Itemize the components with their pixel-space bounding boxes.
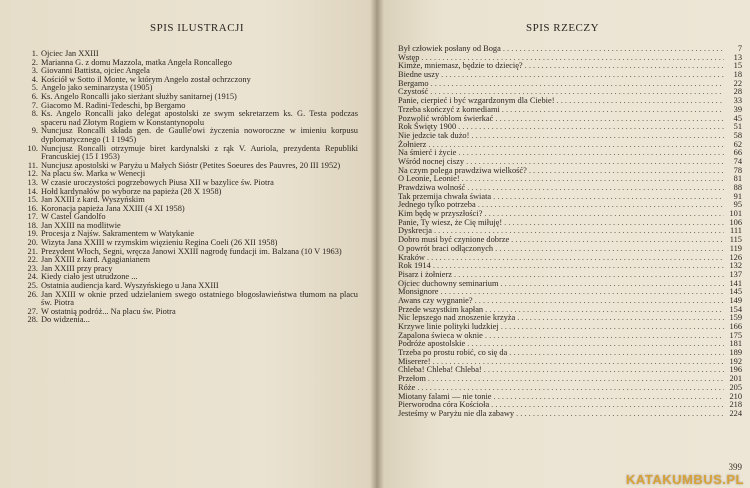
leader-dots <box>511 236 724 245</box>
leader-dots <box>516 410 724 419</box>
leader-dots <box>467 184 724 193</box>
contents-entry-title: Kraków <box>398 252 425 262</box>
contents-entry-page: 115 <box>729 235 742 245</box>
leader-dots <box>485 306 724 315</box>
illustration-number: 9. <box>31 126 38 136</box>
contents-entry-page: 132 <box>729 261 742 271</box>
contents-entry-title: Prawdziwa wolność <box>398 183 466 192</box>
contents-entry-page: 201 <box>729 374 742 384</box>
contents-entry-page: 22 <box>733 78 742 88</box>
contents-entry-title: Żołnierz <box>398 139 427 149</box>
illustration-number: 28. <box>27 315 38 325</box>
illustration-item <box>18 145 358 162</box>
illustration-number: 13. <box>27 177 38 187</box>
illustration-number: 2. <box>31 57 38 67</box>
contents-entry-title: Pozwolić wróblom świerkać <box>398 113 494 123</box>
illustration-number: 11. <box>27 160 38 170</box>
illustration-number: 1. <box>31 49 38 58</box>
leader-dots <box>458 149 724 158</box>
illustration-caption: Ojciec Jan XXIII <box>41 49 99 58</box>
illustration-caption: Wizyta Jana XXIII w rzymskim więzieniu Regina Coeli (26 XII 1958) <box>41 238 278 248</box>
contents-entry <box>398 132 742 141</box>
illustration-number: 24. <box>27 272 38 282</box>
contents-entry-title: Dobro musi być czynione dobrze <box>398 235 510 245</box>
contents-entry-title: Pierworodna córa Kościoła <box>398 400 490 410</box>
contents-entry-title: Bergamo <box>398 78 429 88</box>
contents-entry-page: 224 <box>729 408 742 418</box>
contents-entry-page: 149 <box>729 295 742 305</box>
contents-entry-title: Nic lepszego nad znoszenie krzyża <box>398 313 516 323</box>
illustration-number: 21. <box>27 246 38 256</box>
leader-dots <box>433 262 724 271</box>
contents-entry-page: 126 <box>729 252 742 262</box>
contents-entry <box>398 219 742 228</box>
contents-entry-title: Rok 1914 <box>398 261 431 271</box>
contents-entry-page: 66 <box>733 148 742 158</box>
contents-entry-title: O powrót braci odłączonych <box>398 243 494 253</box>
contents-title: SPIS RZECZY <box>526 22 600 34</box>
leader-dots <box>557 97 724 106</box>
contents-entry-title: Tak przemija chwała świata <box>398 191 492 201</box>
leader-dots <box>485 332 724 341</box>
illustration-caption: Nuncjusz Roncalli otrzymuje biret kardynalski z rąk V. Auriola, prezydenta Republiki Francuskiej (15 I 1953) <box>41 143 358 162</box>
contents-entry-title: Podróże apostolskie <box>398 339 466 349</box>
leader-dots <box>502 106 724 115</box>
illustration-caption: W czasie uroczystości pogrzebowych Piusa XII w bazylice św. Piotra <box>41 177 274 187</box>
illustration-caption: Ostatnia audiencja kard. Wyszyńskiego u Jana XXIII <box>41 281 219 291</box>
leader-dots <box>504 219 724 228</box>
illustration-caption: Procesja z Najśw. Sakramentem w Watykanie <box>41 229 195 239</box>
illustration-number: 8. <box>31 109 38 119</box>
illustration-number: 16. <box>27 203 38 213</box>
illustration-caption: Nuncjusz apostolski w Paryżu u Małych Sióstr (Petites Soeures des Pauvres, 20 III 1952) <box>41 160 341 170</box>
contents-entry-title: Chleba! Chleba! Chleba! <box>398 365 482 375</box>
leader-dots <box>475 297 724 306</box>
leader-dots <box>478 201 724 210</box>
leader-dots <box>494 393 725 402</box>
contents-entry-page: 111 <box>730 226 742 236</box>
illustration-number: 10. <box>27 143 38 153</box>
contents-entry-page: 106 <box>729 217 742 227</box>
contents-entry-page: 189 <box>729 348 742 358</box>
illustration-caption: Do widzenia... <box>41 315 90 325</box>
contents-entry-title: Biedne uszy <box>398 70 440 80</box>
illustration-number: 23. <box>27 263 38 273</box>
contents-entry-title: Czystość <box>398 87 429 97</box>
contents-entry-title: Panie, cierpieć i być wzgardzonym dla Ciebie! <box>398 96 555 106</box>
illustration-number: 12. <box>27 169 38 179</box>
contents-entry-title: Wśród nocnej ciszy <box>398 156 465 166</box>
illustrations-list <box>18 50 358 325</box>
contents-entry-page: 74 <box>733 156 742 166</box>
contents-entry-page: 141 <box>729 278 742 288</box>
contents-entry-page: 137 <box>729 269 742 279</box>
leader-dots <box>484 366 724 375</box>
illustration-caption: Ks. Angelo Roncalli jako sierżant służby sanitarnej (1915) <box>41 91 237 101</box>
contents-entry-page: 39 <box>733 104 742 114</box>
illustration-caption: Na placu św. Marka w Wenecji <box>41 169 146 179</box>
contents-entry-page: 33 <box>733 96 742 106</box>
contents-entry-title: Na czym polega prawdziwa wielkość? <box>398 165 527 175</box>
right-page <box>376 0 750 488</box>
illustration-number: 7. <box>31 100 38 110</box>
contents-entry-title: Wstęp <box>398 52 420 62</box>
illustration-caption: Jan XXIII na modlitwie <box>41 220 121 230</box>
illustration-number: 26. <box>27 289 38 299</box>
illustration-caption: Jan XXIII przy pracy <box>41 263 113 273</box>
leader-dots <box>495 115 724 124</box>
illustration-number: 6. <box>31 91 38 101</box>
contents-entry-page: 91 <box>733 191 742 201</box>
leader-dots <box>428 375 724 384</box>
contents-entry-page: 28 <box>733 87 742 97</box>
contents-entry-page: 45 <box>733 113 742 123</box>
contents-entry-title: O Leonie, Leonie! <box>398 174 460 184</box>
contents-entry-page: 101 <box>729 209 742 219</box>
contents-entry-page: 88 <box>733 183 742 192</box>
contents-entry <box>398 45 742 54</box>
leader-dots <box>501 323 724 332</box>
illustration-item <box>18 316 358 325</box>
contents-entry-page: 78 <box>733 165 742 175</box>
illustration-caption: Prezydent Włoch, Segni, wręcza Janowi XXIII nagrodę fundacji im. Balzana (10 V 1963) <box>41 246 342 256</box>
contents-entry-title: Jesteśmy w Paryżu nie dla zabawy <box>398 408 515 418</box>
leader-dots <box>471 132 724 141</box>
illustration-caption: Giovanni Battista, ojciec Angela <box>41 66 150 76</box>
illustration-number: 14. <box>27 186 38 196</box>
leader-dots <box>491 401 724 410</box>
contents-entry-page: 119 <box>729 243 742 253</box>
contents-entry-title: Rok Święty 1900 <box>398 122 457 132</box>
leader-dots <box>462 175 724 184</box>
leader-dots <box>493 193 724 202</box>
illustration-item <box>18 291 358 308</box>
illustration-caption: Giacomo M. Radini-Tedeschi, bp Bergamo <box>41 100 186 110</box>
contents-entry-page: 95 <box>733 200 742 210</box>
contents-entry-page: 62 <box>733 139 742 149</box>
illustration-caption: W Castel Gandolfo <box>41 212 106 222</box>
contents-entry-page: 192 <box>729 356 742 366</box>
illustration-caption: W ostatnią podróż... Na placu św. Piotra <box>41 306 176 316</box>
contents-entry-title: Na śmierć i życie <box>398 148 457 158</box>
contents-entry-title: Nie jedzcie tak dużo! <box>398 130 470 140</box>
illustration-number: 22. <box>27 255 38 265</box>
page-number: 399 <box>728 462 742 472</box>
contents-entry-title: Kim będę w przyszłości? <box>398 209 483 219</box>
illustration-number: 15. <box>27 195 38 205</box>
contents-entry-title: Monsignore <box>398 287 439 297</box>
illustration-caption: Marianna G. z domu Mazzola, matka Angela Roncallego <box>41 57 232 67</box>
illustration-number: 18. <box>27 220 38 230</box>
contents-entry-title: Trzeba po prostu robić, co się da <box>398 348 508 358</box>
contents-entry-page: 166 <box>729 322 742 331</box>
contents-entry-page: 15 <box>733 61 742 71</box>
contents-entry-page: 181 <box>729 339 742 349</box>
leader-dots <box>495 245 724 254</box>
contents-entry-title: Awans czy wygnanie? <box>398 295 473 305</box>
illustration-item <box>18 110 358 127</box>
leader-dots <box>427 254 724 263</box>
illustration-caption: Nuncjusz Roncalli składa gen. de Gaulle'owi życzenia noworoczne w imieniu korpusu dyplomatycznego (1 I 1945) <box>41 126 358 144</box>
contents-entry <box>398 366 742 375</box>
illustration-caption: Koronacja papieża Jana XXIII (4 XI 1958) <box>41 203 185 213</box>
illustration-caption: Ks. Angelo Roncalli jako delegat apostolski ze swym sekretarzem ks. G. Testa podczas spaceru nad Złotym Rogiem w Konstantynopolu <box>41 109 358 127</box>
contents-entry-title: Przede wszystkim kapłan <box>398 304 484 314</box>
illustration-caption: Kiedy ciało jest utrudzone ... <box>41 272 138 282</box>
illustration-number: 20. <box>27 238 38 248</box>
contents-entry <box>398 254 742 263</box>
leader-dots <box>458 123 724 132</box>
contents-entry-title: Był człowiek posłany od Boga <box>398 44 501 53</box>
contents-entry <box>398 349 742 358</box>
contents-entry-page: 58 <box>733 130 742 140</box>
contents-entry-page: 18 <box>733 70 742 80</box>
contents-entry-title: Trzeba skończyć z komediami <box>398 104 500 114</box>
contents-entry-title: Miserere! <box>398 356 431 366</box>
contents-entry-page: 81 <box>733 174 742 184</box>
contents-entry-page: 51 <box>733 122 742 132</box>
illustration-number: 19. <box>27 229 38 239</box>
illustration-caption: Hołd kardynałów po wyborze na papieża (28 X 1958) <box>41 186 222 196</box>
contents-entry-title: Kimże, mniemasz, będzie to dziecię? <box>398 61 523 71</box>
illustration-item <box>18 127 358 144</box>
leader-dots <box>441 71 724 80</box>
leader-dots <box>440 288 724 297</box>
leader-dots <box>517 314 724 323</box>
contents-entry-page: 175 <box>729 330 742 340</box>
contents-entry <box>398 62 742 71</box>
leader-dots <box>484 210 724 219</box>
leader-dots <box>500 280 724 289</box>
illustration-caption: Kościół w Sotto il Monte, w którym Angelo został ochrzczony <box>41 74 251 84</box>
contents-entry-title: Jednego tylko potrzeba <box>398 200 476 210</box>
contents-entry-title: Dyskrecja <box>398 226 432 236</box>
illustration-number: 25. <box>27 281 38 291</box>
leader-dots <box>503 45 724 54</box>
contents-entry-page: 205 <box>729 382 742 392</box>
illustration-number: 3. <box>31 66 38 76</box>
leader-dots <box>431 80 724 89</box>
contents-entry-page: 7 <box>737 44 742 53</box>
leader-dots <box>509 349 724 358</box>
leader-dots <box>529 167 724 176</box>
contents-entry-page: 218 <box>729 400 742 410</box>
illustration-caption: Jan XXIII z kard. Agagianianem <box>41 255 151 265</box>
contents-entry <box>398 245 742 254</box>
illustration-caption: Angelo jako seminarzysta (1905) <box>41 83 153 93</box>
contents-list <box>398 45 742 419</box>
contents-entry-title: Miotany falami — nie tonie <box>398 391 492 401</box>
contents-entry <box>398 410 742 419</box>
contents-entry-page: 210 <box>729 391 742 401</box>
contents-entry-page: 159 <box>729 313 742 323</box>
leader-dots <box>525 62 724 71</box>
illustration-number: 17. <box>27 212 38 222</box>
illustration-caption: Jan XXIII w oknie przed udzielaniem swego ostatniego błogosławieństwa tłumom na placu św. Piotra <box>41 289 358 308</box>
contents-entry-title: Panie, Ty wiesz, że Cię miłuję! <box>398 217 503 227</box>
contents-entry-page: 154 <box>729 304 742 314</box>
illustration-number: 5. <box>31 83 38 93</box>
contents-entry <box>398 280 742 289</box>
book-gutter <box>370 0 384 488</box>
contents-entry-title: Róże <box>398 382 416 392</box>
illustration-caption: Jan XXIII z kard. Wyszyńskim <box>41 195 145 205</box>
contents-entry-page: 13 <box>733 52 742 62</box>
illustrations-title: SPIS ILUSTRACJI <box>150 22 244 34</box>
leader-dots <box>428 141 724 150</box>
contents-entry <box>398 375 742 384</box>
contents-entry-title: Zapalona świeca w oknie <box>398 330 483 340</box>
contents-entry-title: Przełom <box>398 374 426 384</box>
contents-entry-page: 196 <box>729 365 742 375</box>
contents-entry-title: Pisarz i żołnierz <box>398 269 452 279</box>
illustration-number: 4. <box>31 74 38 84</box>
contents-entry-title: Krzywe linie polityki ludzkiej <box>398 322 499 331</box>
contents-entry <box>398 71 742 80</box>
contents-entry-title: Ojciec duchowny seminarium <box>398 278 499 288</box>
contents-entry <box>398 80 742 89</box>
illustration-number: 27. <box>27 306 38 316</box>
contents-entry-page: 145 <box>729 287 742 297</box>
watermark-logo: KATAKUMBUS.PL <box>626 472 744 487</box>
